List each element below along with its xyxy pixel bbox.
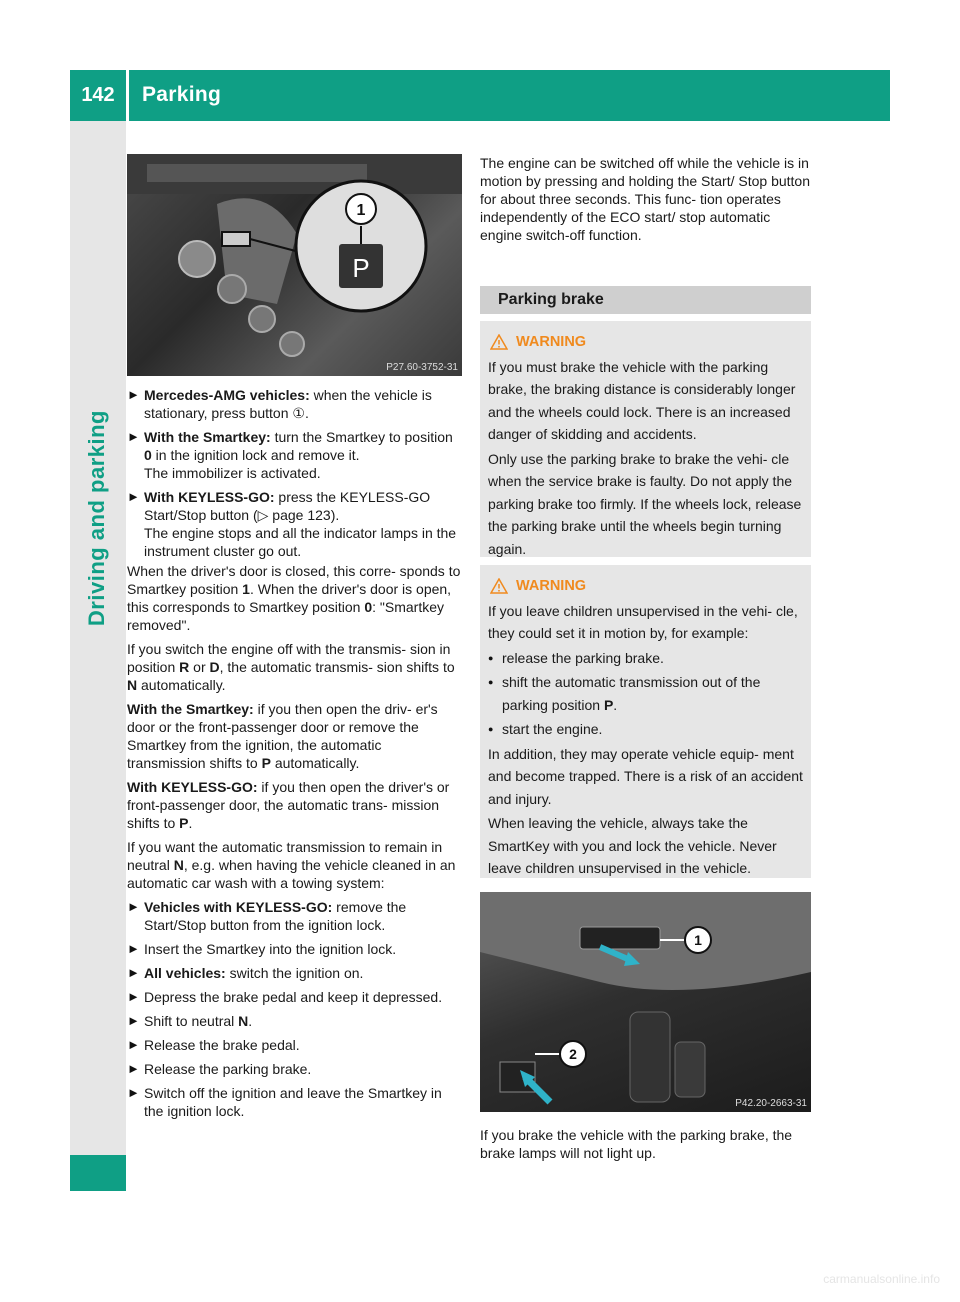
chapter-marker (70, 1155, 126, 1191)
page-number: 142 (81, 84, 115, 106)
step-text: Release the brake pedal. (144, 1037, 300, 1053)
step-text: Release the parking brake. (144, 1061, 312, 1077)
bullet-text: release the parking brake. (502, 649, 664, 666)
body-text: If you switch the engine off with the transmis- sion in position (127, 641, 451, 675)
arrow-icon: ► (127, 387, 140, 402)
body-paragraph (127, 778, 462, 832)
paragraph-lead: With KEYLESS-GO: (127, 779, 258, 795)
page-title: Parking (142, 83, 222, 106)
left-column (127, 386, 462, 1126)
step-text: . (248, 1013, 253, 1029)
note-text: : "Smartkey removed". (127, 599, 445, 633)
body-paragraph (127, 700, 462, 772)
figure2-id: P42.20-2663-31 (735, 1098, 807, 1109)
step-text: turn the Smartkey to position (270, 429, 453, 445)
parking-brake-illustration (480, 892, 811, 1112)
gear-position: N (127, 677, 138, 693)
bullet-item (488, 647, 803, 670)
step-text: . (304, 405, 309, 421)
arrow-icon: ► (127, 1061, 140, 1076)
step-text: press the KEYLESS-GO Start/Stop button ( (144, 489, 431, 523)
arrow-icon: ► (127, 1085, 140, 1100)
right-column-outro (480, 1126, 811, 1168)
warning-box (480, 565, 811, 878)
key-position: 1 (242, 581, 250, 597)
right-column-intro (480, 154, 811, 250)
step-note: The engine stops and all the indicator lamps in the instrument cluster go out. (144, 525, 457, 559)
step-lead: With the Smartkey: (144, 429, 271, 445)
body-text: automatically. (137, 677, 226, 693)
warning-label: WARNING (516, 578, 587, 594)
chapter-label: Driving and parking (84, 410, 109, 627)
note-text: When the driver's door is closed, this corre- sponds to Smartkey position (127, 563, 461, 597)
step-lead: All vehicles: (144, 965, 226, 981)
warning-title (488, 331, 803, 354)
gear-position: R (179, 659, 190, 675)
figure1-callout: 1 (356, 202, 366, 219)
step-text: ). (330, 507, 340, 523)
warning-triangle-icon (490, 334, 508, 350)
instruction-step (127, 1084, 462, 1120)
instruction-step (127, 488, 462, 560)
warning-text: If you leave children unsupervised in the vehi- cle, they could set it in motion by, for example: (488, 602, 798, 641)
step-lead: With KEYLESS-GO: (144, 489, 275, 505)
body-paragraph: If you brake the vehicle with the parking brake, the brake lamps will not light up. (480, 1127, 793, 1161)
step-text: in the ignition lock and remove it. (151, 447, 360, 463)
warning-label: WARNING (516, 334, 587, 350)
body-paragraph (127, 838, 462, 892)
arrow-icon: ► (127, 965, 140, 980)
note-text: . When the driver's door is open, this corresponds to Smartkey position (127, 581, 452, 615)
instruction-step (127, 940, 462, 958)
body-text: or (189, 659, 210, 675)
warning-text: Only use the parking brake to brake the vehi- cle when the service brake is faulty. Do not apply the parking brake too firmly. If the wheels lock, release the parking brake until the wheels begin turning again. (488, 450, 802, 557)
step-text: Switch off the ignition and leave the Smartkey in the ignition lock. (144, 1085, 442, 1119)
gear-position: P (179, 815, 189, 831)
bullet-item (488, 671, 803, 716)
step-text: remove the Start/Stop button from the ignition lock. (144, 899, 407, 933)
body-text: automatically. (270, 755, 360, 771)
warning-text: In addition, they may operate vehicle equip- ment and become trapped. There is a risk of an accident and injury. (488, 745, 803, 807)
instruction-step (127, 1012, 462, 1030)
bullet-text: . (613, 696, 618, 713)
warning-text: When leaving the vehicle, always take the SmartKey with you and lock the vehicle. Never leave children unsupervised in the vehicle. (488, 815, 777, 876)
figure2-callout-2: 2 (569, 1046, 577, 1062)
step-text: Insert the Smartkey into the ignition lock. (144, 941, 397, 957)
body-text: if you then open the driver's or front-passenger door, the automatic trans- mission shifts to (127, 779, 450, 831)
body-text: , the automatic transmis- sion shifts to (219, 659, 455, 675)
gear-position: N (238, 1013, 249, 1029)
bullet-item (488, 718, 803, 741)
chapter-side-tab (70, 121, 126, 1191)
instruction-step (127, 1036, 462, 1054)
bullet-text: start the engine. (502, 721, 603, 737)
body-text: . (188, 815, 193, 831)
gear-selector-photo (127, 154, 462, 376)
figure1-id: P27.60-3752-31 (386, 362, 458, 373)
gear-selector-illustration (127, 154, 462, 376)
gear-position: D (209, 659, 220, 675)
watermark: carmanualsonline.info (823, 1272, 940, 1286)
instruction-step (127, 428, 462, 482)
step-text: switch the ignition on. (225, 965, 364, 981)
arrow-icon: ► (127, 489, 140, 504)
key-position: 0 (364, 599, 373, 615)
warning-box (480, 321, 811, 557)
instruction-step (127, 898, 462, 934)
body-text: if you then open the driv- er's door or the front-passenger door or remove the Smartkey from the ignition, the automatic transmission shifts to (127, 701, 438, 771)
key-position: 0 (144, 447, 152, 463)
gear-position: P (261, 755, 271, 771)
step-lead: Mercedes-AMG vehicles: (144, 387, 310, 403)
arrow-icon: ► (127, 429, 140, 444)
parking-brake-photo (480, 892, 811, 1112)
warning-text: If you must brake the vehicle with the parking brake, the braking distance is considerably longer and the wheels could lock. There is an increased danger of skidding and accidents. (488, 358, 796, 442)
step-lead: Vehicles with KEYLESS-GO: (144, 899, 333, 915)
body-text: , e.g. when having the vehicle cleaned in an automatic car wash with a towing system: (127, 857, 456, 891)
instruction-step (127, 988, 462, 1006)
body-paragraph: The engine can be switched off while the vehicle is in motion by pressing and holding the Start/ Stop button for about three seconds. This func- tion operates independently of the ECO start/ stop automatic engine switch-off function. (480, 155, 810, 243)
instruction-step (127, 386, 462, 422)
warning-title (488, 575, 803, 598)
step-text: Shift to neutral (144, 1013, 239, 1029)
arrow-icon: ► (127, 941, 140, 956)
page-reference-link[interactable]: ▷ page 123 (257, 507, 331, 523)
body-text: If you want the automatic transmission to remain in neutral (127, 839, 443, 873)
gear-position: P (603, 696, 614, 713)
body-paragraph (127, 640, 462, 694)
bullet-text: shift the automatic transmission out of the parking position (502, 674, 761, 713)
gear-position: N (173, 857, 184, 873)
arrow-icon: ► (127, 899, 140, 914)
arrow-icon: ► (127, 1013, 140, 1028)
arrow-icon: ► (127, 989, 140, 1004)
step-text: when the vehicle is stationary, press button (144, 387, 432, 421)
step-note-paragraph (127, 562, 462, 634)
warning-triangle-icon (490, 578, 508, 594)
step-text: Depress the brake pedal and keep it depressed. (144, 989, 443, 1005)
paragraph-lead: With the Smartkey: (127, 701, 254, 717)
instruction-step (127, 964, 462, 982)
section-heading: Parking brake (480, 286, 811, 314)
figure2-callout-1: 1 (694, 932, 702, 948)
callout-ref: ① (292, 405, 305, 421)
p-key-label: P (352, 253, 370, 283)
instruction-step (127, 1060, 462, 1078)
header-divider (126, 70, 129, 121)
arrow-icon: ► (127, 1037, 140, 1052)
step-note: The immobilizer is activated. (144, 465, 321, 481)
